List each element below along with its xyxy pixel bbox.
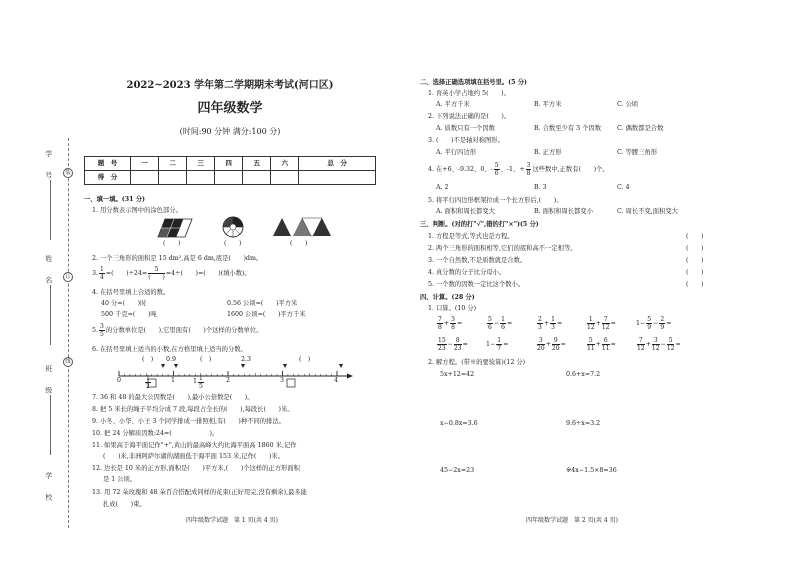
nl-top-label[interactable]: ( ) <box>142 356 154 363</box>
score-cell[interactable] <box>159 171 187 185</box>
choice-option[interactable]: A. 面积和周长都变大 <box>436 208 495 215</box>
score-cell: 一 <box>131 157 159 171</box>
choice-option[interactable]: C. 公顷 <box>617 101 639 108</box>
q5-number: 5. <box>92 327 99 334</box>
denominator: 5 <box>100 331 104 338</box>
numerator: 2 <box>538 316 542 323</box>
judge-blank[interactable]: ( ) <box>686 269 704 276</box>
calc-part-2: 2. 解方程。(带※的要验算)(12 分) <box>428 359 526 366</box>
score-cell: 总 分 <box>299 157 376 171</box>
score-cell: 四 <box>215 157 243 171</box>
q4-item: 500 千克=( )吨 <box>101 311 157 318</box>
q1-figure-parallelogram <box>157 218 193 238</box>
score-row-values <box>85 171 376 185</box>
numerator: 5 <box>588 337 593 344</box>
score-row-header <box>85 157 376 171</box>
q3-text: =( )÷24= <box>105 270 148 277</box>
calc-equals: = <box>556 320 563 327</box>
numerator: 1 <box>497 337 502 344</box>
calc-item[interactable] <box>486 337 536 352</box>
number-line-ticks <box>119 364 343 376</box>
numerator: 6 <box>603 337 608 344</box>
denominator: 12 <box>651 345 660 352</box>
name-label: 姓 名 <box>44 255 53 290</box>
judge-item: 3. 一个自然数,不是质数就是合数。 <box>428 257 527 264</box>
score-cell: 六 <box>271 157 299 171</box>
exam-subtitle: 四年级数学 <box>197 101 263 116</box>
numerator: 1 <box>501 316 505 323</box>
fraction <box>494 162 500 177</box>
numerator: 1 <box>146 375 150 382</box>
section-3-heading: 三、判断。(对的打"√",错的打"×")(5 分) <box>420 221 539 228</box>
denominator: ( ) <box>148 274 165 281</box>
denominator: 3 <box>538 324 542 331</box>
choice-option[interactable]: A. 2 <box>436 184 449 191</box>
choice-option[interactable]: A. 质数只有一个因数 <box>436 125 495 132</box>
nl-label: 3 <box>280 377 285 384</box>
calc-item[interactable] <box>586 316 636 331</box>
calc-equals: = <box>503 341 509 348</box>
denominator: 8 <box>526 170 531 177</box>
fraction <box>437 316 443 331</box>
denominator: 9 <box>660 324 665 331</box>
question-13-line1: 13. 用 72 朵玫瑰和 48 朵百合搭配成同样的花束(正好用完,没有剩余),最多能 <box>92 489 307 496</box>
calc-operator: + <box>595 320 601 327</box>
calc-equals: = <box>666 320 672 327</box>
question-11-line1: 11. 如果高于海平面记作"+",黄山的最高峰大约比海平面高 1860 米,记作 <box>92 442 297 449</box>
calc-equals: = <box>675 341 681 348</box>
number-line-pointer <box>161 364 165 368</box>
equation: 45−2x=23 <box>440 467 475 474</box>
page-footer-2: 四年级数学试题 第 2 页(共 4 页) <box>526 517 618 524</box>
denominator: 12 <box>587 324 595 331</box>
denominator: 7 <box>497 345 502 352</box>
choice-option[interactable]: B. 平方米 <box>534 101 562 108</box>
q1-answer-blank[interactable]: ( ) <box>163 240 181 247</box>
nl-fraction <box>198 375 204 390</box>
equation: 0.6+x=7.2 <box>566 371 601 378</box>
fraction <box>587 337 595 352</box>
fraction <box>487 316 493 331</box>
numerator: 15 <box>438 337 446 344</box>
calc-item[interactable] <box>436 316 486 331</box>
score-cell[interactable] <box>299 171 376 185</box>
calc-part-1: 1. 口算。(10 分) <box>428 305 477 312</box>
numerator: 7 <box>438 316 442 323</box>
calc-equals: = <box>462 341 468 348</box>
denominator: 8 <box>451 324 455 331</box>
fraction <box>99 323 105 338</box>
binding-mark: 线 <box>63 357 73 367</box>
section-1-heading: 一、填一填。(31 分) <box>84 196 145 203</box>
denominator: 23 <box>453 345 462 352</box>
calc-operator: + <box>595 341 601 348</box>
fraction <box>148 266 165 281</box>
choice-option[interactable]: C. 4 <box>617 184 630 191</box>
numerator: 5 <box>488 316 492 323</box>
question-11-line2: ( )米,非洲阿萨尔湖的湖面低于海平面 153 米,记作( )米。 <box>103 453 284 460</box>
numerator: 3 <box>526 162 531 169</box>
choice-option[interactable]: A. 平行四边形 <box>436 149 477 156</box>
numerator: 7 <box>603 316 608 323</box>
choice-option[interactable]: B. 3 <box>534 184 547 191</box>
fraction <box>437 337 447 352</box>
calc-operator: + <box>645 341 651 348</box>
equation: ※4x−1.5×8=36 <box>566 467 617 474</box>
denominator: 20 <box>551 345 560 352</box>
question-1: 1. 用分数表示图中的涂色部分。 <box>92 207 182 214</box>
numerator: 1 <box>100 266 104 273</box>
choice-option[interactable]: B. 合数至少有 3 个因数 <box>534 125 602 132</box>
section-4-heading: 四、计算。(28 分) <box>420 294 475 301</box>
fraction <box>500 316 506 331</box>
judge-item: 4. 真分数的分子比分母小。 <box>428 269 506 276</box>
numerator: 9 <box>553 337 558 344</box>
fill-line-class <box>50 395 51 455</box>
choice-option[interactable]: C. 等腰三角形 <box>617 149 658 156</box>
nl-top-label[interactable]: ( ) <box>200 356 212 363</box>
q1-figure-circle <box>222 216 244 238</box>
calc-item[interactable] <box>636 316 696 331</box>
number-line-pointer <box>241 364 245 368</box>
nl-fraction <box>145 375 151 390</box>
denominator: 3 <box>551 324 555 331</box>
fraction <box>526 162 532 177</box>
fraction <box>454 337 462 352</box>
binding-mark: 订 <box>63 272 73 282</box>
judge-item: 1. 方程是等式,等式也是方程。 <box>428 233 514 240</box>
denominator: 5 <box>199 383 203 390</box>
calc-item[interactable] <box>486 316 536 331</box>
judge-item: 2. 两个三角形的面积相等,它们的底和高不一定相等。 <box>428 245 577 252</box>
question-8: 8. 把 5 米长的绳子平均分成 7 段,每段占全长的( ),每段长( )米。 <box>92 406 294 413</box>
question-12-line2: 是 1 公顷。 <box>103 476 137 483</box>
exam-title: 2022~2023 学年第二学期期末考试(河口区) <box>126 80 334 91</box>
numerator: 5 <box>148 266 165 274</box>
nl-top-label[interactable]: ( ) <box>299 356 311 363</box>
calc-operator: + <box>443 320 450 327</box>
question-9: 9. 小冬、小华、小王 3 个同学排成一排照相,有( )种不同的排法。 <box>92 418 285 425</box>
denominator: 11 <box>587 345 595 352</box>
fraction <box>602 337 610 352</box>
denominator: 12 <box>637 345 645 352</box>
numerator: 5 <box>494 162 499 169</box>
numerator: 1 <box>551 316 555 323</box>
denominator: 12 <box>666 345 675 352</box>
question-5 <box>92 323 263 338</box>
judge-item: 5. 一个数的因数一定比这个数小。 <box>428 281 525 288</box>
equation: 5x+12=42 <box>440 371 475 378</box>
fill-line-id <box>50 180 51 240</box>
q4-item: 40 分=( )时 <box>101 300 147 307</box>
class-label: 班 级 <box>44 365 53 400</box>
nl-mixed-whole: 1 <box>193 378 198 385</box>
score-table <box>84 156 376 185</box>
score-cell[interactable] <box>215 171 243 185</box>
calc-equals: = <box>560 341 566 348</box>
fraction <box>496 337 502 352</box>
numerator: 3 <box>538 337 543 344</box>
score-cell: 得 分 <box>85 171 131 185</box>
fraction <box>552 337 560 352</box>
numerator: 3 <box>653 337 658 344</box>
question-10: 10. 把 24 分解质因数:24=( )。 <box>92 430 219 437</box>
choice-4-text: 4. 在+6、-9.32、0、- <box>428 166 493 173</box>
calc-operator: + <box>545 341 551 348</box>
choice-option[interactable]: B. 正方形 <box>534 149 562 156</box>
nl-answer-box <box>287 379 295 387</box>
choice-4 <box>428 162 609 177</box>
fraction <box>637 337 645 352</box>
question-12-line1: 12. 边长是 10 米的正方形,面积是( )平方米,( )个这样的正方形面积 <box>92 465 300 472</box>
q4-item: 1600 公顷=( )平方千米 <box>227 311 306 318</box>
nl-label: 1 <box>171 377 176 384</box>
denominator: 2 <box>146 383 150 390</box>
fraction <box>587 316 595 331</box>
nl-top-label: 2.3 <box>241 356 252 363</box>
denominator: 20 <box>537 345 545 352</box>
calc-item[interactable] <box>586 337 636 352</box>
calc-item[interactable] <box>536 316 586 331</box>
fraction <box>537 316 543 331</box>
number-line-pointer <box>339 364 343 368</box>
denominator: 12 <box>601 324 610 331</box>
score-cell: 题 号 <box>85 157 131 171</box>
fraction <box>602 316 610 331</box>
choice-1: 1. 育英小学占地约 5( )。 <box>428 90 510 97</box>
denominator: 6 <box>488 324 492 331</box>
score-cell[interactable] <box>131 171 159 185</box>
calc-operator: − <box>493 320 500 327</box>
choice-option[interactable]: B. 面积和周长都变小 <box>534 208 594 215</box>
exam-info: (时间:90 分钟 满分:100 分) <box>179 127 281 136</box>
numerator: 2 <box>660 316 665 323</box>
question-7: 7. 36 和 48 的最大公因数是( ),最小公倍数是( )。 <box>92 394 254 401</box>
fill-line-name <box>50 285 51 345</box>
calc-equals: = <box>506 320 513 327</box>
equation: x−0.8x=3.6 <box>440 420 478 427</box>
q1-figure-triangles <box>272 217 332 237</box>
number-line-pointer <box>174 364 178 368</box>
fraction <box>450 316 456 331</box>
denominator: 6 <box>501 324 505 331</box>
fraction <box>659 316 665 331</box>
id-label: 学 号 <box>44 150 53 185</box>
choice-2: 2. 下列说法正确的是( )。 <box>428 113 511 120</box>
calc-item[interactable] <box>536 337 586 352</box>
numerator: 5 <box>668 337 673 344</box>
question-13-line2: 扎成( )束。 <box>103 501 146 508</box>
calc-term: 1− <box>486 341 496 348</box>
q1-answer-blank[interactable]: ( ) <box>290 240 308 247</box>
calc-row <box>436 337 696 352</box>
judge-blank[interactable]: ( ) <box>686 245 704 252</box>
fraction <box>537 337 545 352</box>
score-cell[interactable] <box>243 171 271 185</box>
judge-blank[interactable]: ( ) <box>686 257 704 264</box>
numerator: 5 <box>647 316 652 323</box>
choice-4-text: 、-1、+ <box>500 166 525 173</box>
fraction <box>652 337 660 352</box>
binding-line <box>68 138 69 528</box>
numerator: 3 <box>451 316 455 323</box>
choice-option[interactable]: C. 偶数都是合数 <box>617 125 664 132</box>
equation: 9.6÷x=3.2 <box>566 420 601 427</box>
score-cell: 二 <box>159 157 187 171</box>
section-2-heading: 二、选择正确选项填在括号里。(5 分) <box>420 79 527 86</box>
number-line-pointer <box>283 364 287 368</box>
numerator: 8 <box>455 337 460 344</box>
judge-blank[interactable]: ( ) <box>686 233 704 240</box>
question-2: 2. 一个三角形的面积是 15 dm²,高是 6 dm,底是( )dm。 <box>92 255 263 262</box>
judge-blank[interactable]: ( ) <box>686 281 704 288</box>
choice-option[interactable]: C. 周长不变,面积变大 <box>617 208 678 215</box>
choice-4-text: 这些数中,正数有( )个。 <box>532 166 609 173</box>
calc-equals: = <box>610 341 616 348</box>
choice-option[interactable]: A. 平方千米 <box>436 101 470 108</box>
choice-5: 5. 将平行四边形框架拉成一个长方形后,( )。 <box>428 197 563 204</box>
numerator: 7 <box>638 337 643 344</box>
score-cell: 五 <box>243 157 271 171</box>
denominator: 6 <box>494 170 499 177</box>
fraction <box>667 337 675 352</box>
q3-number: 3. <box>92 270 99 277</box>
school-label: 学 校 <box>44 472 53 507</box>
nl-label: 4 <box>334 377 339 384</box>
denominator: 4 <box>100 274 104 281</box>
calc-term: 1− <box>636 320 646 327</box>
question-4: 4. 在括号里填上合适的数。 <box>92 289 170 296</box>
calc-operator: − <box>447 341 453 348</box>
question-6: 6. 在括号里填上适当的小数,在方格里填上适当的分数。 <box>92 346 247 353</box>
nl-label: 2 <box>226 377 231 384</box>
choice-3: 3. ( )不是轴对称图形。 <box>428 137 504 144</box>
denominator: 11 <box>601 345 610 352</box>
q3-text: =4÷( )=( )(填小数)。 <box>165 270 251 277</box>
q1-answer-blank[interactable]: ( ) <box>224 240 242 247</box>
nl-top-label: 0.9 <box>166 356 177 363</box>
numerator: 1 <box>588 316 593 323</box>
binding-mark: 装 <box>63 168 73 178</box>
calc-equals: = <box>610 320 616 327</box>
calc-operator: − <box>653 320 659 327</box>
calc-item[interactable] <box>436 337 486 352</box>
fraction <box>550 316 556 331</box>
fraction <box>99 266 105 281</box>
denominator: 8 <box>438 324 442 331</box>
score-cell[interactable] <box>271 171 299 185</box>
calc-row <box>436 316 696 331</box>
numerator: 1 <box>199 375 203 382</box>
page-footer-1: 四年级数学试题 第 1 页(共 4 页) <box>186 517 278 524</box>
score-cell: 三 <box>187 157 215 171</box>
calc-equals: = <box>456 320 463 327</box>
question-3 <box>92 266 251 281</box>
q5-text: 的分数单位是( ),它里面有( )个这样的分数单位。 <box>105 327 263 334</box>
fraction <box>646 316 652 331</box>
denominator: 23 <box>438 345 446 352</box>
q4-item: 0.56 公顷=( )平方米 <box>227 300 298 307</box>
numerator: 3 <box>100 323 104 330</box>
nl-label: 0 <box>117 377 122 384</box>
denominator: 9 <box>647 324 652 331</box>
calc-operator: − <box>660 341 666 348</box>
calc-operator: + <box>543 320 550 327</box>
calc-item[interactable] <box>636 337 696 352</box>
score-cell[interactable] <box>187 171 215 185</box>
